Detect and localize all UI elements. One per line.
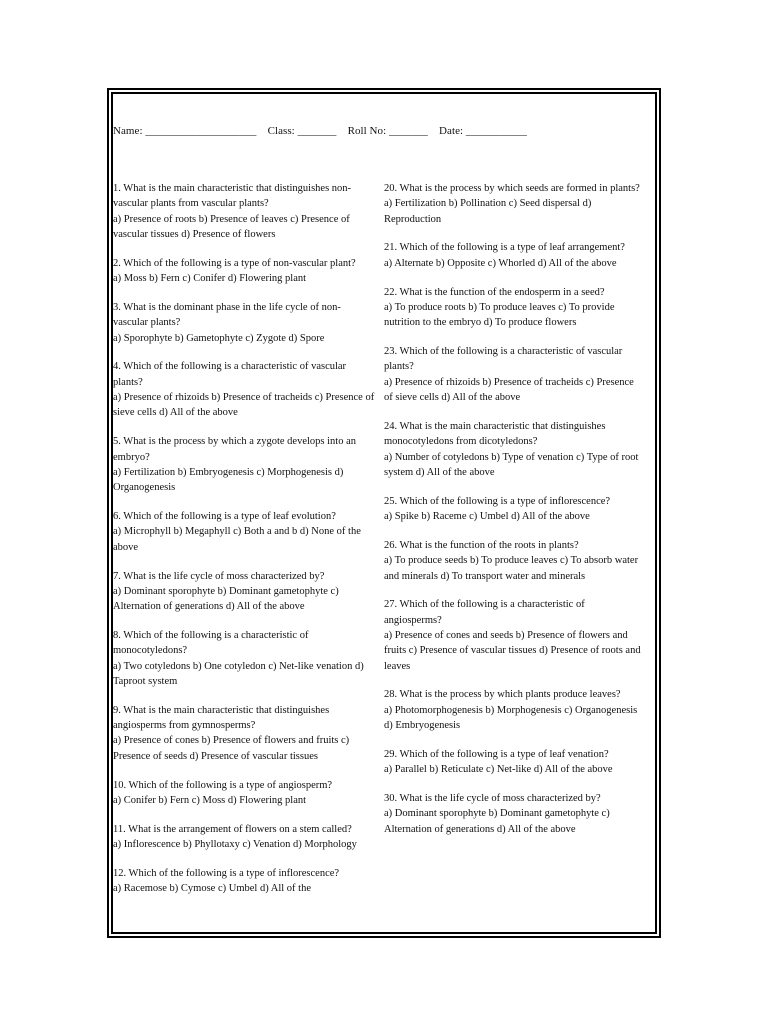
question-text: 4. Which of the following is a characteristic of vascular plants?: [113, 361, 347, 388]
question-block: [113, 778, 375, 809]
question-block: [384, 344, 642, 405]
answer-options: a) Presence of cones and seeds b) Presence of flowers and fruits c) Presence of vascular tissues d) Presence of roots and leaves: [384, 629, 641, 672]
question-block: [113, 628, 375, 689]
question-text: 25. Which of the following is a type of inflorescence?: [384, 495, 611, 507]
question-block: [113, 569, 375, 615]
question-block: [384, 538, 642, 584]
question-text: 27. Which of the following is a characteristic of angiosperms?: [384, 599, 585, 626]
answer-options: a) Spike b) Raceme c) Umbel d) All of the above: [384, 511, 590, 523]
question-block: [384, 687, 642, 733]
question-text: 1. What is the main characteristic that distinguishes non-vascular plants from vascular plants?: [113, 183, 352, 210]
question-block: [113, 434, 375, 495]
student-info-header: Name: ____________________ Class: _______ Roll No: _______ Date: ___________: [113, 125, 527, 137]
answer-options: a) Parallel b) Reticulate c) Net-like d) All of the above: [384, 764, 613, 776]
question-block: [113, 359, 375, 420]
question-text: 28. What is the process by which plants produce leaves?: [384, 689, 621, 701]
question-block: [113, 703, 375, 764]
answer-options: a) To produce seeds b) To produce leaves c) To absorb water and minerals d) To transport water and minerals: [384, 555, 639, 582]
answer-options: a) Sporophyte b) Gametophyte c) Zygote d) Spore: [113, 332, 325, 344]
answer-options: a) To produce roots b) To produce leaves c) To provide nutrition to the embryo d) To produce flowers: [384, 301, 615, 329]
question-text: 30. What is the life cycle of moss characterized by?: [384, 793, 601, 805]
question-text: 24. What is the main characteristic that distinguishes monocotyledons from dicotyledons?: [384, 420, 606, 448]
answer-options: a) Two cotyledons b) One cotyledon c) Net-like venation d) Taproot system: [113, 660, 364, 687]
question-text: 10. Which of the following is a type of angiosperm?: [113, 779, 333, 791]
question-text: 8. Which of the following is a characteristic of monocotyledons?: [113, 629, 309, 657]
left-question-column: [113, 181, 375, 897]
question-text: 23. Which of the following is a characteristic of vascular plants?: [384, 346, 623, 373]
question-block: [384, 747, 642, 778]
question-block: [113, 509, 375, 555]
right-question-column: [384, 181, 642, 851]
answer-options: a) Presence of roots b) Presence of leaves c) Presence of vascular tissues d) Presence of flowers: [113, 213, 350, 240]
answer-options: a) Alternate b) Opposite c) Whorled d) All of the above: [384, 257, 617, 269]
question-block: [113, 300, 375, 346]
question-block: [384, 494, 642, 525]
question-text: 22. What is the function of the endosperm in a seed?: [384, 286, 605, 298]
question-text: 12. Which of the following is a type of inflorescence?: [113, 867, 340, 879]
question-text: 9. What is the main characteristic that distinguishes angiosperms from gymnosperms?: [113, 704, 330, 732]
answer-options: a) Photomorphogenesis b) Morphogenesis c) Organogenesis d) Embryogenesis: [384, 704, 638, 732]
question-block: [384, 597, 642, 673]
answer-options: a) Microphyll b) Megaphyll c) Both a and b d) None of the above: [113, 526, 361, 553]
answer-options: a) Dominant sporophyte b) Dominant gametophyte c) Alternation of generations d) All of the above: [113, 585, 339, 613]
question-block: [384, 791, 642, 837]
question-text: 5. What is the process by which a zygote develops into an embryo?: [113, 436, 356, 463]
question-text: 2. Which of the following is a type of non-vascular plant?: [113, 257, 356, 269]
answer-options: a) Inflorescence b) Phyllotaxy c) Venation d) Morphology: [113, 839, 357, 851]
question-block: [113, 181, 375, 242]
question-text: 29. Which of the following is a type of leaf venation?: [384, 748, 609, 760]
answer-options: a) Fertilization b) Pollination c) Seed dispersal d) Reproduction: [384, 198, 592, 225]
answer-options: a) Number of cotyledons b) Type of venation c) Type of root system d) All of the above: [384, 451, 639, 478]
question-block: [384, 419, 642, 480]
question-block: [384, 240, 642, 271]
question-text: 20. What is the process by which seeds are formed in plants?: [384, 183, 640, 194]
question-text: 7. What is the life cycle of moss characterized by?: [113, 570, 325, 582]
question-text: 21. Which of the following is a type of leaf arrangement?: [384, 242, 625, 254]
question-text: 6. Which of the following is a type of leaf evolution?: [113, 511, 336, 523]
question-text: 3. What is the dominant phase in the life cycle of non-vascular plants?: [113, 301, 341, 329]
question-text: 26. What is the function of the roots in plants?: [384, 539, 579, 551]
question-block: [113, 866, 375, 897]
question-block: [113, 822, 375, 853]
question-text: 11. What is the arrangement of flowers on a stem called?: [113, 823, 352, 835]
answer-options: a) Presence of rhizoids b) Presence of tracheids c) Presence of sieve cells d) All of the above: [384, 376, 634, 404]
question-block: [384, 285, 642, 331]
answer-options: a) Presence of cones b) Presence of flowers and fruits c) Presence of seeds d) Presence of vascular tissues: [113, 735, 350, 762]
answer-options: a) Moss b) Fern c) Conifer d) Flowering plant: [113, 273, 307, 285]
answer-options: a) Conifer b) Fern c) Moss d) Flowering plant: [113, 794, 307, 806]
answer-options: a) Presence of rhizoids b) Presence of tracheids c) Presence of sieve cells d) All of the above: [113, 392, 375, 419]
question-block: [113, 256, 375, 287]
answer-options: a) Fertilization b) Embryogenesis c) Morphogenesis d) Organogenesis: [113, 466, 344, 494]
question-block: [384, 181, 642, 227]
answer-options: a) Racemose b) Cymose c) Umbel d) All of the: [113, 883, 311, 895]
answer-options: a) Dominant sporophyte b) Dominant gametophyte c) Alternation of generations d) All of the above: [384, 808, 610, 835]
